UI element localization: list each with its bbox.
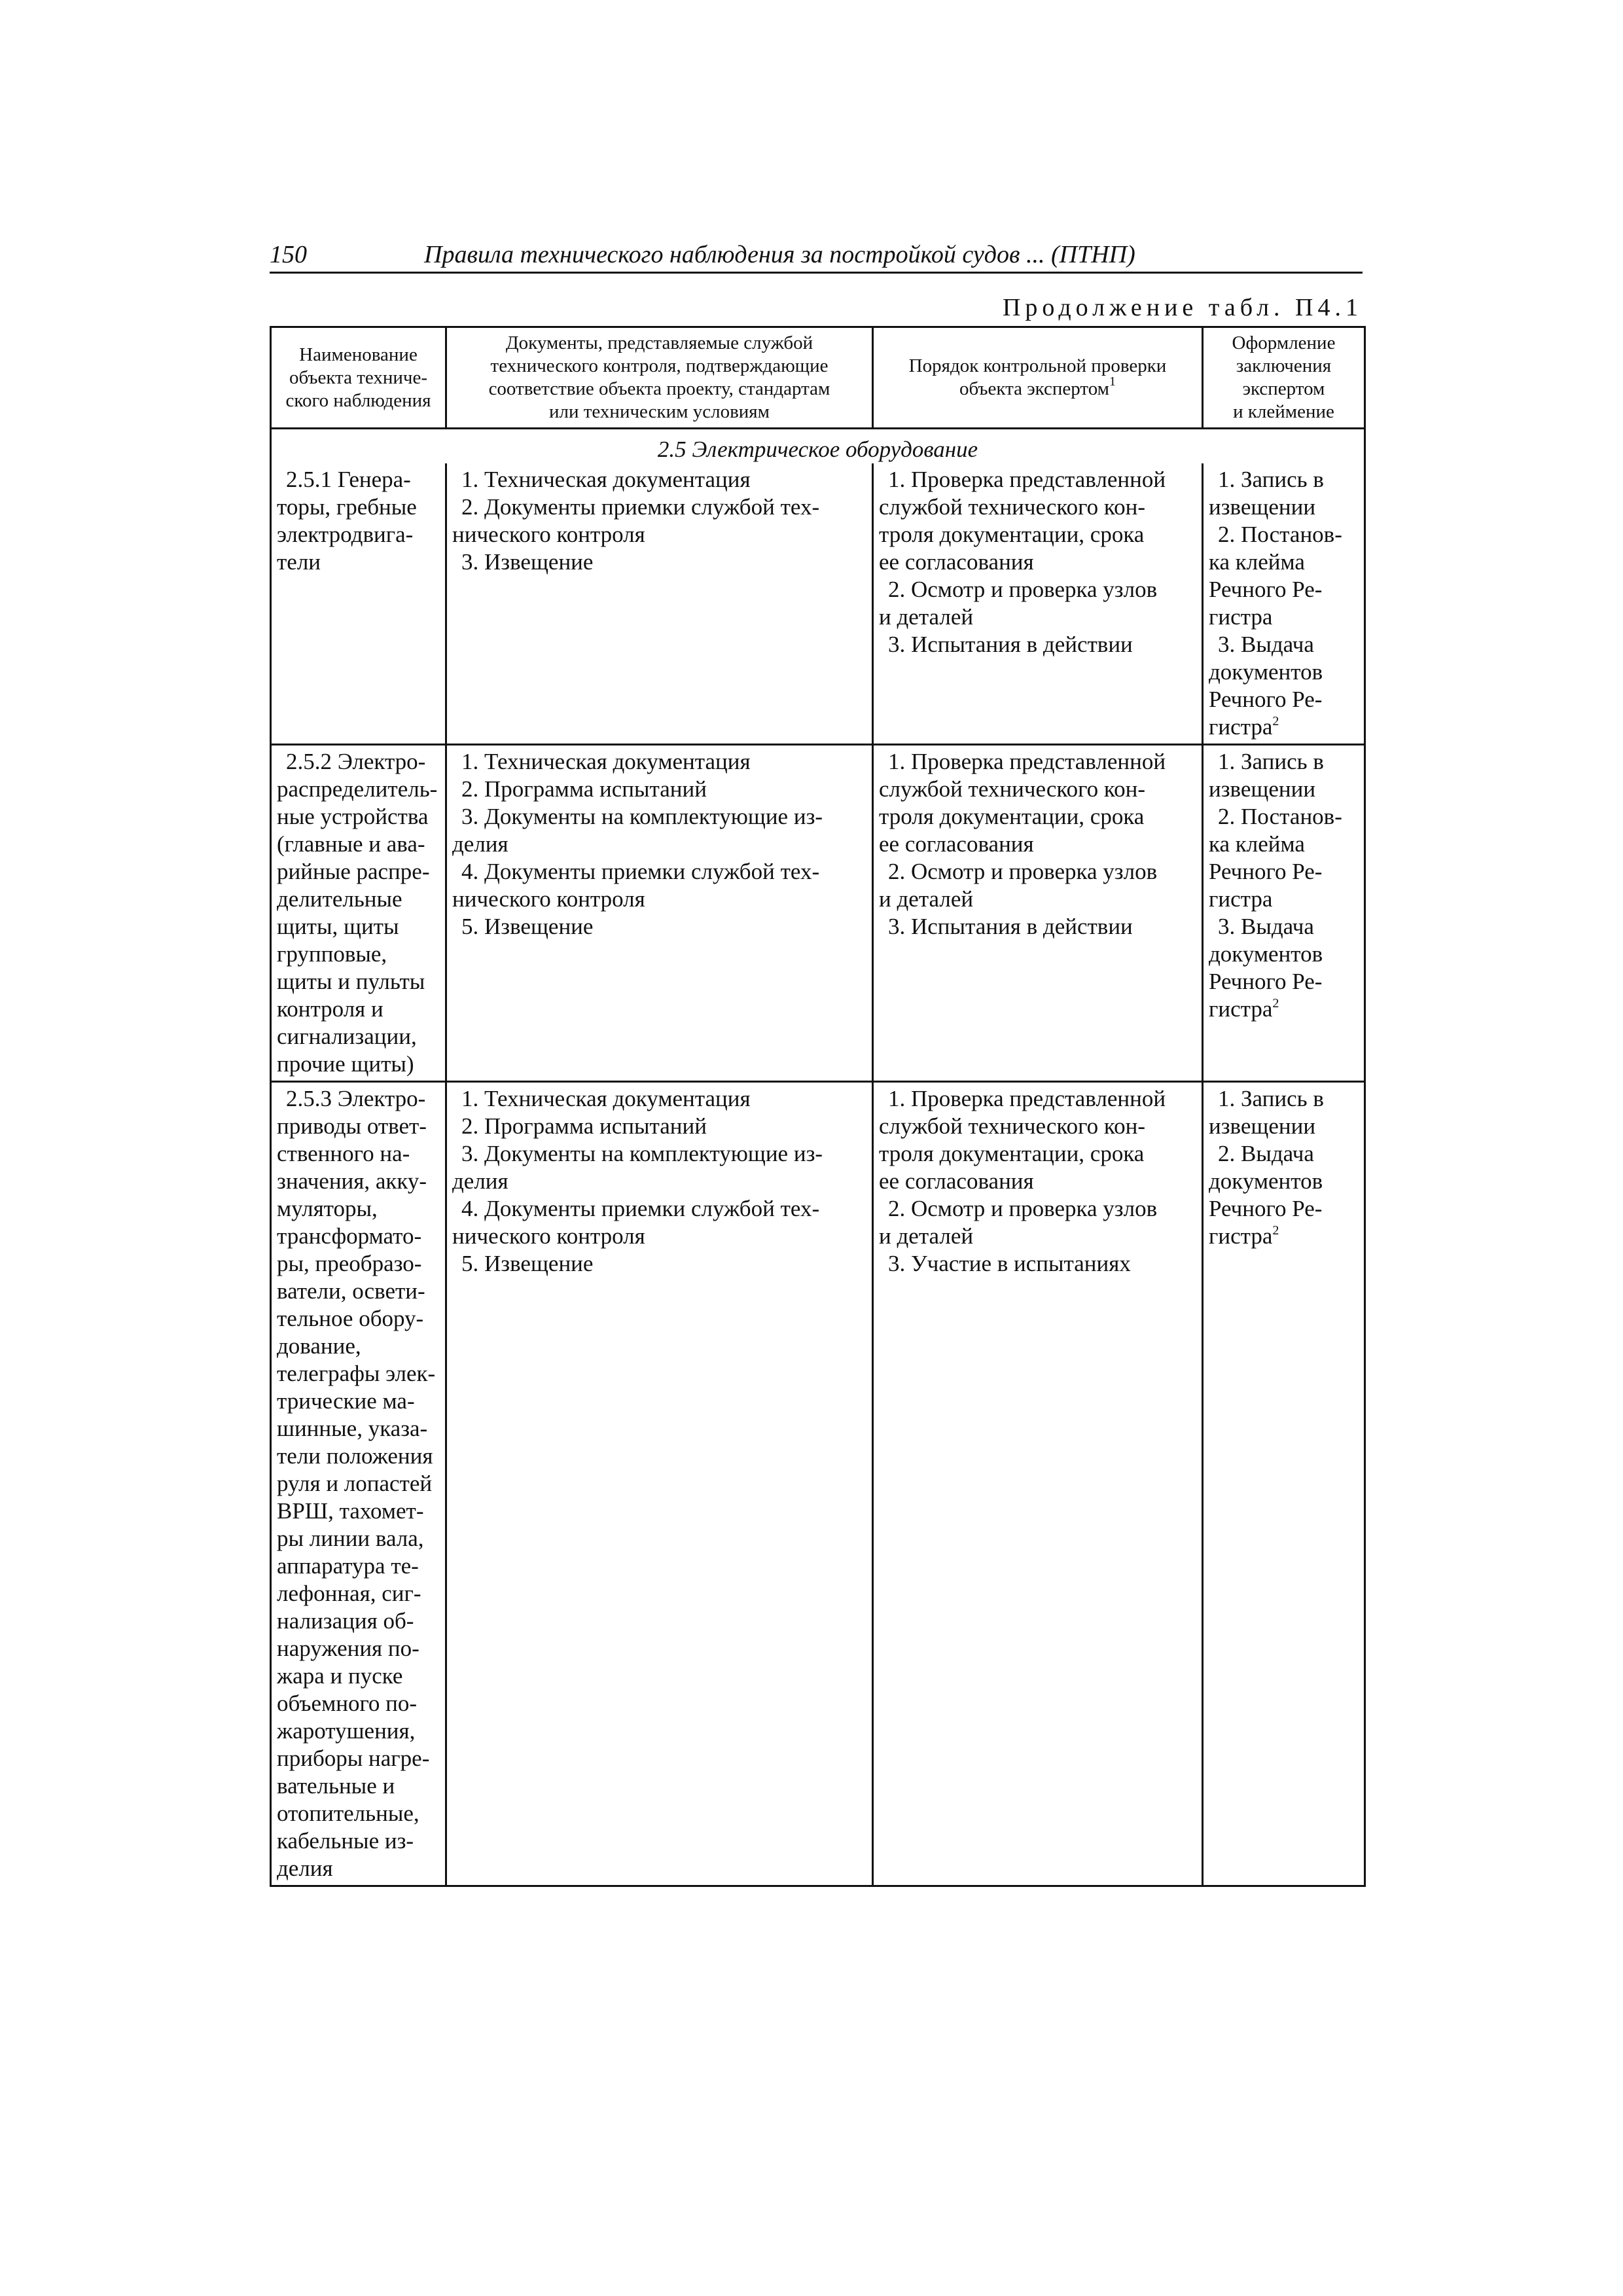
documents-cell: 1. Техническая документация 2. Программа испытаний 3. Документы на комплектующие из- делия 4. Документы приемки службой тех- нического контроля 5. Извещение — [446, 1082, 873, 1886]
object-cell: 2.5.2 Электро- распределитель- ные устройства (главные и ава- рийные распре- делительные щиты, щиты групповые, щиты и пульты контроля и сигнализации, прочие щиты) — [271, 745, 446, 1082]
object-cell: 2.5.3 Электро- приводы ответ- ственного на- значения, акку- муляторы, трансформато- ры, преобразо- ватели, освети- тельное обору- дование, телеграфы элек- трические ма- шинные, указа- тели положения руля и лопастей ВРШ, тахомет- ры линии вала, аппаратура те- лефонная, сиг- нализация об- наружения по- жара и пуске объемного по- жаротушения, приборы нагре- вательные и отопительные, кабельные из- делия — [271, 1082, 446, 1886]
footnote-ref-2: 2 — [1272, 1223, 1279, 1238]
section-row — [271, 429, 1365, 464]
column-header-documents: Документы, представляемые службой технического контроля, подтверждающие соответствие объекта проекту, стандартам или техническим условиям — [446, 327, 873, 429]
column-header-check-procedure: Порядок контрольной проверки объекта экспертом$^1$ — [873, 327, 1203, 429]
section-title: 2.5 Электрическое оборудование — [271, 429, 1365, 464]
check-cell: 1. Проверка представленной службой технического кон- троля документации, срока ее согласования 2. Осмотр и проверка узлов и деталей 3. Испытания в действии — [873, 745, 1203, 1082]
column-header-formalization: Оформление заключения экспертом и клеймение — [1203, 327, 1365, 429]
table-row — [271, 463, 1365, 745]
footnote-ref-1: 1 — [1109, 374, 1116, 389]
documents-cell: 1. Техническая документация 2. Программа испытаний 3. Документы на комплектующие из- делия 4. Документы приемки службой тех- нического контроля 5. Извещение — [446, 745, 873, 1082]
footnote-ref-2: 2 — [1272, 714, 1279, 728]
object-cell: 2.5.1 Генера- торы, гребные электродвига- тели — [271, 463, 446, 745]
table-row — [271, 745, 1365, 1082]
inspection-table — [270, 326, 1366, 1887]
table-continuation-label: Продолжение табл. П4.1 — [1002, 294, 1363, 321]
footnote-ref-2: 2 — [1272, 996, 1279, 1011]
column-header-object: Наименование объекта техниче- ского наблюдения — [271, 327, 446, 429]
documents-cell: 1. Техническая документация 2. Документы приемки службой тех- нического контроля 3. Извещение — [446, 463, 873, 745]
formalization-cell: 1. Запись в извещении 2. Выдача документов Речного Ре- гистра$^2$ — [1203, 1082, 1365, 1886]
running-header — [270, 240, 1363, 274]
check-cell: 1. Проверка представленной службой технического кон- троля документации, срока ее согласования 2. Осмотр и проверка узлов и деталей 3. Участие в испытаниях — [873, 1082, 1203, 1886]
check-cell: 1. Проверка представленной службой технического кон- троля документации, срока ее согласования 2. Осмотр и проверка узлов и деталей 3. Испытания в действии — [873, 463, 1203, 745]
formalization-cell: 1. Запись в извещении 2. Постанов- ка клейма Речного Ре- гистра 3. Выдача документов Речного Ре- гистра$^2$ — [1203, 463, 1365, 745]
table-header-row — [271, 327, 1365, 429]
formalization-cell: 1. Запись в извещении 2. Постанов- ка клейма Речного Ре- гистра 3. Выдача документов Речного Ре- гистра$^2$ — [1203, 745, 1365, 1082]
page-number: 150 — [270, 241, 307, 268]
table-row — [271, 1082, 1365, 1886]
running-title: Правила технического наблюдения за постройкой судов ... (ПТНП) — [424, 241, 1135, 268]
